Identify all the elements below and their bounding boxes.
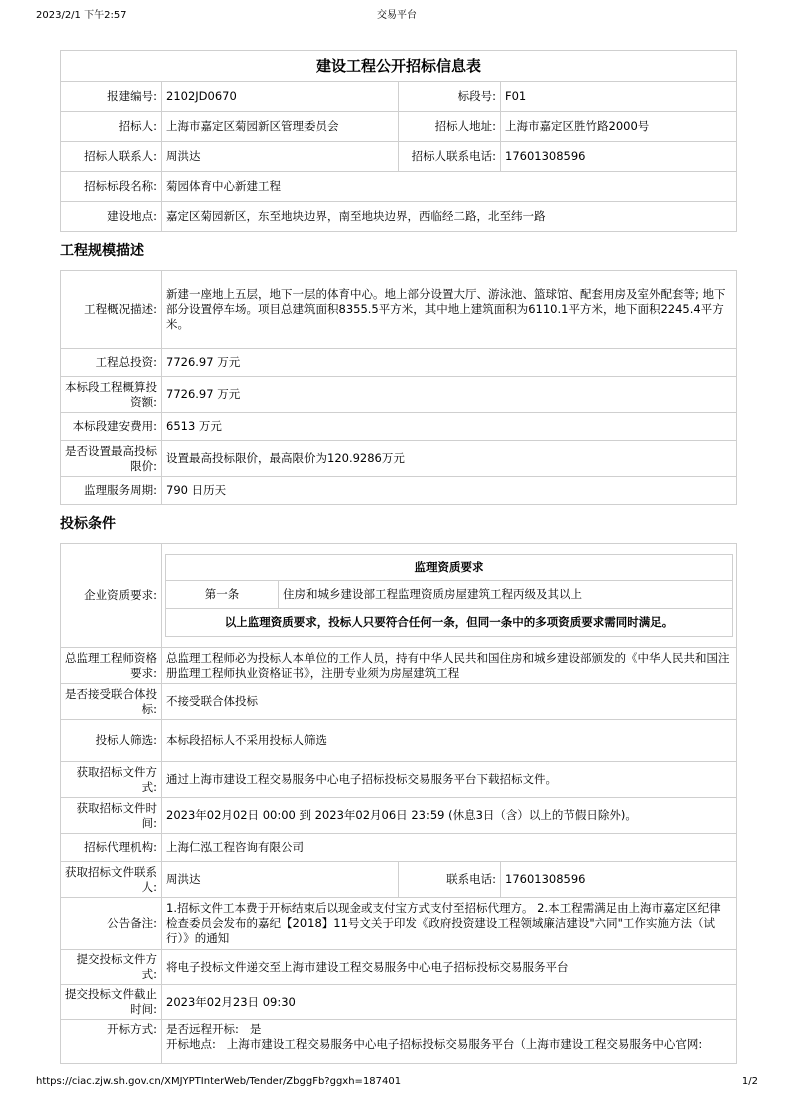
qualification-cell: [162, 544, 737, 648]
install-cost-label: 本标段建安费用:: [61, 413, 162, 441]
screening-label: 投标人筛选:: [61, 720, 162, 762]
print-page-number: 1/2: [741, 1076, 758, 1087]
tenderer-address-value: 上海市嘉定区胜竹路2000号: [501, 112, 737, 142]
agency-value: 上海仁泓工程咨询有限公司: [162, 834, 737, 862]
doc-phone-value: 17601308596: [501, 862, 737, 898]
section-no-label: 标段号:: [399, 82, 501, 112]
doc-phone-label: 联系电话:: [399, 862, 501, 898]
qualification-item: 住房和城乡建设部工程监理资质房屋建筑工程丙级及其以上: [279, 581, 733, 609]
doc-contact-value: 周洪达: [162, 862, 399, 898]
budget-label: 本标段工程概算投资额:: [61, 377, 162, 413]
chief-label: 总监理工程师资格要求:: [61, 648, 162, 684]
project-no-label: 报建编号:: [61, 82, 162, 112]
qualification-label: 企业资质要求:: [61, 544, 162, 648]
qualification-note: 以上监理资质要求，投标人只要符合任何一条，但同一条中的多项资质要求需同时满足。: [166, 609, 733, 637]
remark-value: 1.招标文件工本费于开标结束后以现金或支付宝方式支付至招标代理方。 2.本工程需满足由上海市嘉定区纪律检查委员会发布的嘉纪【2018】11号文关于印发《政府投资建设工程领域廉洁建设"六同"工作实施方法（试行）》的通知: [162, 898, 737, 950]
service-period-label: 监理服务周期:: [61, 477, 162, 505]
deadline-label: 提交投标文件截止时间:: [61, 985, 162, 1020]
service-period-value: 790 日历天: [162, 477, 737, 505]
tenderer-value: 上海市嘉定区菊园新区管理委员会: [162, 112, 399, 142]
section-name-value: 菊园体育中心新建工程: [162, 172, 737, 202]
opening-cell: [162, 1020, 737, 1064]
qualification-table: [165, 554, 733, 637]
consortium-value: 不接受联合体投标: [162, 684, 737, 720]
contact-value: 周洪达: [162, 142, 399, 172]
print-site-title: 交易平台: [377, 10, 417, 21]
agency-label: 招标代理机构:: [61, 834, 162, 862]
submit-method-label: 提交投标文件方式:: [61, 950, 162, 985]
contact-phone-label: 招标人联系电话:: [399, 142, 501, 172]
print-header: [0, 6, 794, 22]
opening-label: 开标方式:: [61, 1020, 162, 1064]
section-name-label: 招标标段名称:: [61, 172, 162, 202]
tenderer-label: 招标人:: [61, 112, 162, 142]
print-url: https://ciac.zjw.sh.gov.cn/XMJYPTInterWeb/Tender/ZbggFb?ggxh=187401: [36, 1076, 402, 1087]
contact-phone-value: 17601308596: [501, 142, 737, 172]
overview-label: 工程概况描述:: [61, 271, 162, 349]
section-no-value: F01: [501, 82, 737, 112]
deadline-value: 2023年02月23日 09:30: [162, 985, 737, 1020]
tenderer-address-label: 招标人地址:: [399, 112, 501, 142]
doc-time-label: 获取招标文件时间:: [61, 798, 162, 834]
opening-place: 开标地点: 上海市建设工程交易服务中心电子招标投标交易服务平台（上海市建设工程交易服务中心官网:: [166, 1037, 703, 1051]
project-no-value: 2102JD0670: [162, 82, 399, 112]
doc-contact-label: 获取招标文件联系人:: [61, 862, 162, 898]
qualification-table-title: 监理资质要求: [166, 555, 733, 581]
remark-label: 公告备注:: [61, 898, 162, 950]
document-content: [60, 50, 736, 1064]
page-title: 建设工程公开招标信息表: [61, 51, 737, 82]
max-price-label: 是否设置最高投标限价:: [61, 441, 162, 477]
screening-value: 本标段招标人不采用投标人筛选: [162, 720, 737, 762]
budget-value: 7726.97 万元: [162, 377, 737, 413]
submit-method-value: 将电子投标文件递交至上海市建设工程交易服务中心电子招标投标交易服务平台: [162, 950, 737, 985]
max-price-value: 设置最高投标限价，最高限价为120.9286万元: [162, 441, 737, 477]
conditions-section-heading: 投标条件: [60, 516, 116, 532]
doc-time-value: 2023年02月02日 00:00 到 2023年02月06日 23:59 (休息3日（含）以上的节假日除外)。: [162, 798, 737, 834]
scale-table: [60, 270, 737, 505]
tender-info-table: [60, 50, 737, 232]
doc-method-value: 通过上海市建设工程交易服务中心电子招标投标交易服务平台下载招标文件。: [162, 762, 737, 798]
doc-method-label: 获取招标文件方式:: [61, 762, 162, 798]
chief-value: 总监理工程师必为投标人本单位的工作人员，持有中华人民共和国住房和城乡建设部颁发的《中华人民共和国注册监理工程师执业资格证书》，注册专业须为房屋建筑工程: [162, 648, 737, 684]
conditions-table: [60, 543, 737, 1064]
opening-remote: 是否远程开标: 是: [166, 1022, 262, 1036]
consortium-label: 是否接受联合体投标:: [61, 684, 162, 720]
total-investment-value: 7726.97 万元: [162, 349, 737, 377]
total-investment-label: 工程总投资:: [61, 349, 162, 377]
install-cost-value: 6513 万元: [162, 413, 737, 441]
location-label: 建设地点:: [61, 202, 162, 232]
print-datetime: 2023/2/1 下午2:57: [36, 10, 127, 21]
print-footer: [0, 1076, 794, 1092]
location-value: 嘉定区菊园新区，东至地块边界，南至地块边界，西临经二路，北至纬一路: [162, 202, 737, 232]
qualification-item-no: 第一条: [166, 581, 279, 609]
overview-value: 新建一座地上五层，地下一层的体育中心。地上部分设置大厅、游泳池、篮球馆、配套用房及室外配套等; 地下部分设置停车场。项目总建筑面积8355.5平方米，其中地上建筑面积为6110.1平方米，地下面积2245.4平方米。: [162, 271, 737, 349]
contact-label: 招标人联系人:: [61, 142, 162, 172]
scale-section-heading: 工程规模描述: [60, 243, 144, 259]
